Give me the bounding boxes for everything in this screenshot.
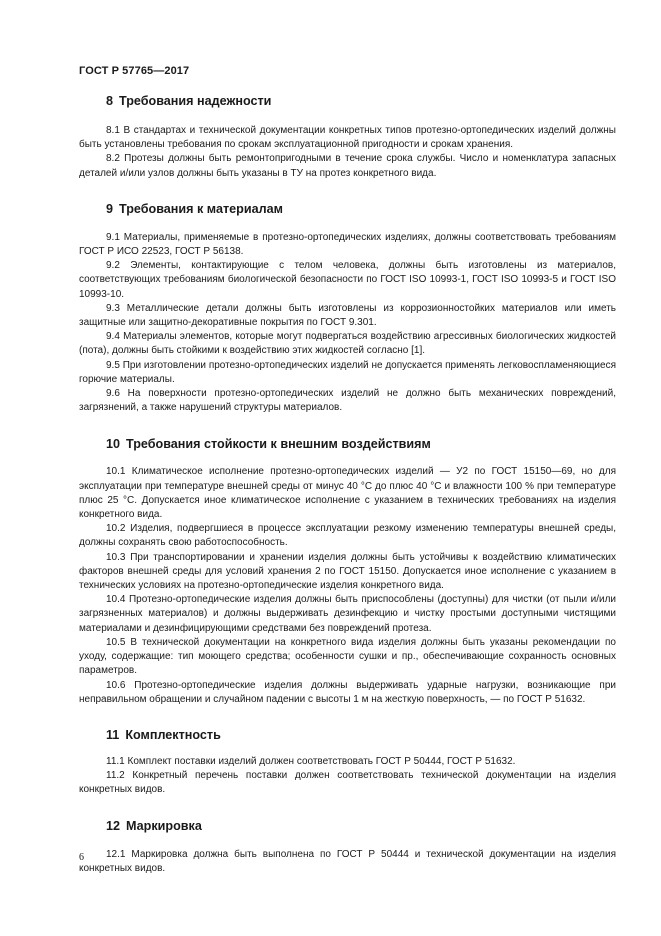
paragraph-8-1: 8.1 В стандартах и технической документации конкретных типов протезно-ортопедических изделий должны быть установлены требования по срокам эксплуатационной пригодности и срокам хранения. xyxy=(79,125,616,151)
paragraph-10-2: 10.2 Изделия, подвергшиеся в процессе эксплуатации резкому изменению температуры внешней среды, должны сохранять свою работоспособность. xyxy=(79,523,616,549)
section-11 xyxy=(79,727,616,798)
paragraph-9-6: 9.6 На поверхности протезно-ортопедических изделий не должно быть механических повреждений, загрязнений, а также нарушений структуры материалов. xyxy=(79,388,616,414)
section-12 xyxy=(79,818,616,876)
section-number: 9 xyxy=(106,201,114,216)
section-title-text: Комплектность xyxy=(125,727,221,742)
paragraph-10-6: 10.6 Протезно-ортопедические изделия должны выдерживать ударные нагрузки, возникающие при неправильном обращении и случайном падении с высоты 1 м на жесткую поверхность, — по ГОСТ Р 51632. xyxy=(79,679,616,705)
paragraph-11-2: 11.2 Конкретный перечень поставки должен соответствовать технической документации на изделия конкретных видов. xyxy=(79,770,616,796)
document-id-header: ГОСТ Р 57765—2017 xyxy=(79,65,190,77)
section-number: 11 xyxy=(106,727,120,742)
section-10 xyxy=(79,436,616,706)
paragraph-9-2: 9.2 Элементы, контактирующие с телом человека, должны быть изготовлены из материалов, соответствующих требованиям биологической безопасности по ГОСТ ISO 10993-1, ГОСТ ISO 10993-5 и ГОСТ ISO 10993-10. xyxy=(79,260,616,300)
paragraph-9-4: 9.4 Материалы элементов, которые могут подвергаться воздействию агрессивных биологических жидкостей (пота), должны быть стойкими к воздействию этих жидкостей согласно [1]. xyxy=(79,331,616,357)
paragraph-12-1: 12.1 Маркировка должна быть выполнена по ГОСТ Р 50444 и технической документации на изделия конкретных видов. xyxy=(79,848,616,874)
paragraph-10-3: 10.3 При транспортировании и хранении изделия должны быть устойчивы к воздействию климатических факторов внешней среды для условий хранения 2 по ГОСТ 15150. Допускается иное исполнение с указанием в технических условиях на протезно-ортопедические изделия конкретного вида. xyxy=(79,551,616,592)
document-body xyxy=(79,93,616,876)
section-title xyxy=(106,436,616,452)
section-title xyxy=(106,727,616,743)
section-8 xyxy=(79,93,616,181)
paragraph-9-3: 9.3 Металлические детали должны быть изготовлены из коррозионностойких материалов или иметь защитные или защитно-декоративные покрытия по ГОСТ 9.301. xyxy=(79,302,616,329)
page-number: 6 xyxy=(79,852,84,863)
paragraph-10-4: 10.4 Протезно-ортопедические изделия должны быть приспособлены (доступны) для чистки (от пыли и/или загрязненных материалов) и должны выдерживать дезинфекцию и чистку простыми доступными чистящими материалами и дезинфицирующими средствами без повреждений протеза. xyxy=(79,594,616,634)
section-title-text: Маркировка xyxy=(126,818,202,833)
paragraph-10-1: 10.1 Климатическое исполнение протезно-ортопедических изделий — У2 по ГОСТ 15150—69, но для эксплуатации при температуре внешней среды от минус 40 °С до плюс 40 °С и влажности 100 % при температуре плюс 25 °С. Допускается иное климатическое исполнение с указанием в технических требованиях на изделия конкретного вида. xyxy=(79,466,616,521)
paragraph-9-1: 9.1 Материалы, применяемые в протезно-ортопедических изделиях, должны соответствовать требованиям ГОСТ Р ИСО 22523, ГОСТ Р 56138. xyxy=(79,231,616,258)
section-number: 8 xyxy=(106,94,114,108)
section-title xyxy=(106,818,616,834)
section-9 xyxy=(79,201,616,416)
section-title xyxy=(106,93,616,109)
paragraph-10-5: 10.5 В технической документации на конкретного вида изделия должны быть указаны рекомендации по уходу, содержащие: тип моющего средства; особенности сушки и пр., обеспечивающие сохранность основных параметров. xyxy=(79,636,616,677)
paragraph-9-5: 9.5 При изготовлении протезно-ортопедических изделий не допускается применять легковоспламеняющиеся горючие материалы. xyxy=(79,359,616,385)
section-title-text: Требования стойкости к внешним воздействиям xyxy=(126,437,431,452)
section-number: 12 xyxy=(106,818,121,833)
paragraph-8-2: 8.2 Протезы должны быть ремонтопригодными в течение срока службы. Число и номенклатура запасных деталей и/или узлов должны быть указаны в ТУ на протез конкретного вида. xyxy=(79,153,616,179)
section-title-text: Требования к материалам xyxy=(119,201,283,216)
paragraph-11-1: 11.1 Комплект поставки изделий должен соответствовать ГОСТ Р 50444, ГОСТ Р 51632. xyxy=(106,755,516,767)
section-title xyxy=(106,201,616,217)
section-title-text: Требования надежности xyxy=(119,94,272,108)
section-number: 10 xyxy=(106,437,121,452)
